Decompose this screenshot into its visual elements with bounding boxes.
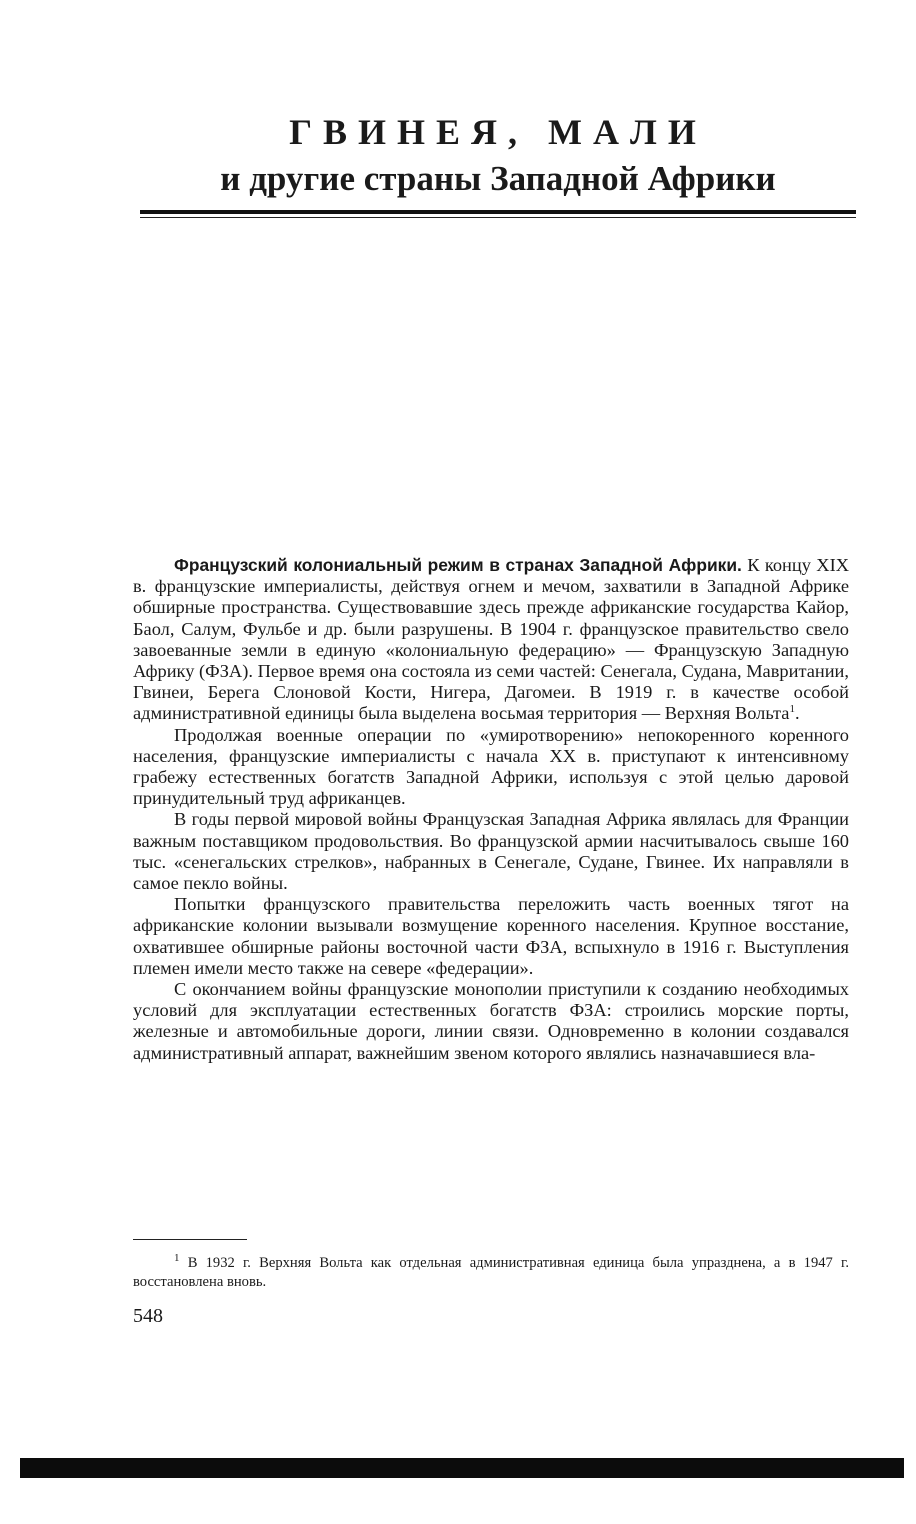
paragraph-4: Попытки французского правительства переложить часть военных тягот на африканские колонии вызывали возмущение коренного населения. Крупное восстание, охватившее обширные районы восточной части ФЗА, вспыхнуло в 1916 г. Выступления племен имели место также на севере «федерации». xyxy=(133,894,849,978)
title-line-1: ГВИНЕЯ, МАЛИ xyxy=(289,112,707,152)
footnote-text: В 1932 г. Верхняя Вольта как отдельная административная единица была упразднена, а в 1947 г. восстановлена вновь. xyxy=(133,1255,849,1290)
paragraph-3: В годы первой мировой войны Французская Западная Африка являлась для Франции важным поставщиком продовольствия. Во французской армии насчитывалось свыше 160 тыс. «сенегальских стрелков», набранных в Сенегале, Судане, Гвинее. Их направляли в самое пекло войны. xyxy=(133,809,849,894)
paragraph-1 xyxy=(133,555,849,725)
paragraph-2: Продолжая военные операции по «умиротворению» непокоренного коренного населения, французские империалисты с начала XX в. приступают к интенсивному грабежу естественных богатств Западной Африки, используя с этой целью даровой принудительный труд африканцев. xyxy=(133,724,849,809)
paragraph-1-text: К концу XIX в. французские империалисты, действуя огнем и мечом, захватили в Западной Африке обширные пространства. Существовавшие здесь прежде африканские государства Кайор, Баол, Салум, Фульбе и др. были разрушены. В 1904 г. французское правительство свело завоеванные земли в единую «колониальную федерацию» — Французскую Западную Африку (ФЗА). Первое время она состояла из семи частей: Сенегала, Судана, Мавритании, Гвинеи, Берега Слоновой Кости, Нигера, Дагомеи. В 1919 г. в качестве особой административной единицы была выделена восьмая территория — Верхняя Вольта xyxy=(133,555,849,724)
section-heading: Французский колониальный режим в странах Западной Африки. xyxy=(174,555,742,575)
paragraph-5: С окончанием войны французские монополии приступили к созданию необходимых условий для эксплуатации естественных богатств ФЗА: строились морские порты, железные и автомобильные дороги, линии связи. Одновременно в колонии создавался административный аппарат, важнейшим звеном которого являлись назначавшиеся вла- xyxy=(133,979,849,1063)
main-text xyxy=(133,555,849,1064)
scan-edge-bar xyxy=(20,1458,904,1478)
footnote-reference: 1 xyxy=(789,703,795,716)
footnote-mark: 1 xyxy=(174,1252,180,1265)
paragraph-1-end: . xyxy=(794,703,800,724)
title-rule-thick xyxy=(140,210,856,214)
title-line-2: и другие страны Западной Африки xyxy=(220,159,776,198)
footnote-rule xyxy=(133,1239,247,1240)
footnote xyxy=(133,1254,849,1292)
page-number: 548 xyxy=(133,1305,163,1327)
title-rule-thin xyxy=(140,217,856,218)
